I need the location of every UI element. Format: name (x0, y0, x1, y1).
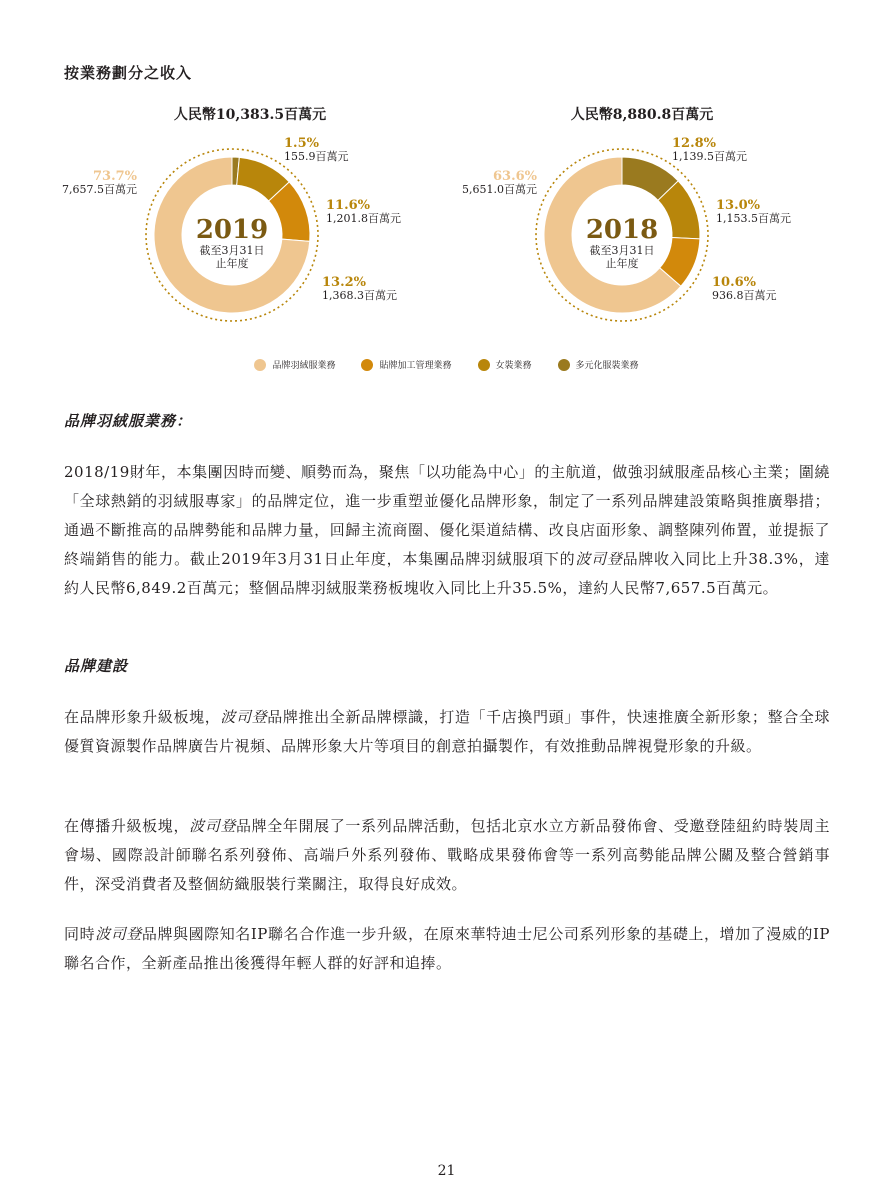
pct: 63.6% (492, 169, 537, 184)
legend-item-brand-down (254, 358, 335, 371)
brand-name: 波司登 (220, 708, 268, 726)
text: 品牌與國際知名IP聯名合作進一步升級，在原來華特迪士尼公司系列形象的基礎上，增加了漫威的IP聯名合作，全新產品推出後獲得年輕人群的好評和追捧。 (64, 925, 830, 972)
brand-name: 波司登 (189, 817, 236, 835)
amount: 1,153.5百萬元 (716, 212, 791, 225)
subhead-brand-down: 品牌羽絨服業務： (64, 412, 193, 430)
paragraph-1 (64, 458, 830, 603)
legend-item-ladies (478, 358, 532, 371)
text: 在品牌形象升級板塊， (64, 708, 221, 726)
label-diversified (672, 137, 747, 163)
pct: 13.2% (322, 275, 367, 290)
center-sub-2: 止年度 (215, 257, 249, 270)
paragraph-3 (64, 812, 830, 899)
pct: 13.0% (716, 198, 761, 213)
pct: 12.8% (672, 136, 717, 151)
amount: 155.9百萬元 (284, 150, 349, 163)
chart-center (182, 216, 282, 270)
legend-label: 女裝業務 (495, 361, 532, 371)
paragraph-4 (64, 920, 830, 978)
text: 品牌推出全新品牌標識，打造「千店換門頭」事件，快速推廣全新形象；整合全球優質資源製作品牌廣告片視頻、品牌形象大片等項目的創意拍攝製作，有效推動品牌視覺形象的升級。 (64, 708, 830, 755)
pct: 73.7% (92, 169, 137, 184)
page-number: 21 (437, 1163, 456, 1179)
pct: 11.6% (326, 198, 371, 213)
text: 同時 (64, 925, 96, 943)
center-sub-2: 止年度 (605, 257, 639, 270)
center-sub-1: 截至3月31日 (589, 244, 655, 257)
legend-dot (558, 359, 570, 371)
text: 2018/19財年，本集團因時而變、順勢而為，聚焦「以功能為中心」的主航道，做強羽絨服產品核心主業；圍繞「全球熱銷的羽絨服專家」的品牌定位，進一步重塑並優化品牌形象，制定了一系列品牌建設策略與推廣舉措；通過不斷推高的品牌勢能和品牌力量，回歸主流商圈、優化渠道結構、改良店面形象、調整陳列佈置，並提振了終端銷售的能力。截止2019年3月31日止年度，本集團品牌羽絨服項下的 (64, 463, 830, 568)
brand-name: 波司登 (575, 550, 623, 568)
legend-label: 品牌羽絨服業務 (272, 361, 336, 371)
chart-2019 (40, 100, 460, 350)
brand-name: 波司登 (95, 925, 142, 943)
center-year: 2019 (195, 215, 269, 245)
chart-total: 人民幣8,880.8百萬元 (570, 107, 714, 123)
label-oem (322, 276, 397, 302)
legend-dot (478, 359, 490, 371)
legend-label: 貼牌加工管理業務 (379, 361, 452, 371)
center-year: 2018 (585, 215, 659, 245)
legend-item-diversified (558, 358, 639, 371)
amount: 936.8百萬元 (712, 289, 777, 302)
legend-dot (361, 359, 373, 371)
amount: 5,651.0百萬元 (462, 183, 537, 196)
center-sub-1: 截至3月31日 (199, 244, 265, 257)
text: 品牌全年開展了一系列品牌活動，包括北京水立方新品發佈會、受邀登陸紐約時裝周主會場、國際設計師聯名系列發佈、高端戶外系列發佈、戰略成果發佈會等一系列高勢能品牌公關及整合營銷事件，深受消費者及整個紡織服裝行業關注，取得良好成效。 (64, 817, 830, 893)
label-ladies (716, 199, 791, 225)
legend-item-oem (361, 358, 451, 371)
pct: 10.6% (712, 275, 757, 290)
chart-center (572, 216, 672, 270)
paragraph-2 (64, 703, 830, 761)
amount: 7,657.5百萬元 (62, 183, 137, 196)
label-oem (712, 276, 777, 302)
label-ladies (326, 199, 401, 225)
label-brand-down (62, 170, 137, 196)
label-diversified (284, 137, 349, 163)
amount: 1,139.5百萬元 (672, 150, 747, 163)
label-brand-down (462, 170, 537, 196)
text: 在傳播升級板塊， (64, 817, 190, 835)
pct: 1.5% (284, 136, 319, 151)
chart-legend (0, 358, 893, 371)
text: 品牌收入同比上升38.3%，達約人民幣6,849.2百萬元；整個品牌羽絨服業務板塊收入同比上升35.5%，達約人民幣7,657.5百萬元。 (64, 550, 830, 597)
legend-label: 多元化服裝業務 (575, 361, 639, 371)
chart-total: 人民幣10,383.5百萬元 (173, 107, 327, 123)
chart-2018 (432, 100, 852, 350)
amount: 1,201.8百萬元 (326, 212, 401, 225)
subhead-brand-building: 品牌建設 (64, 657, 129, 675)
section-title: 按業務劃分之收入 (64, 64, 193, 82)
legend-dot (254, 359, 266, 371)
amount: 1,368.3百萬元 (322, 289, 397, 302)
